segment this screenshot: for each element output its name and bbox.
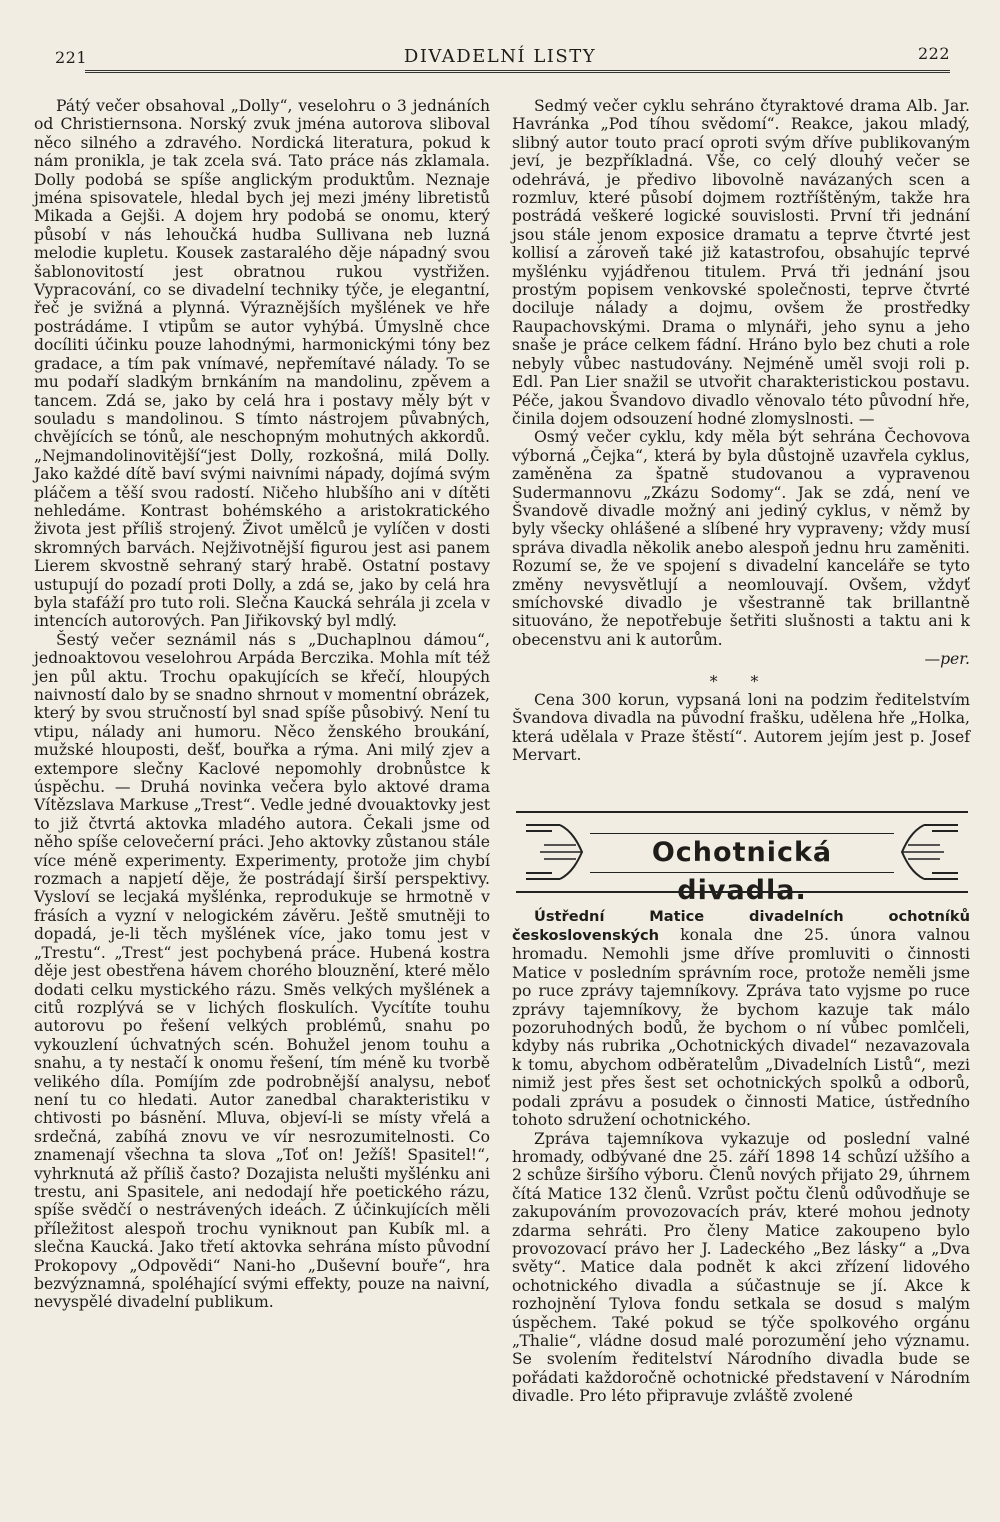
- ornament-left-icon: [520, 817, 590, 887]
- ornament-right-icon: [894, 817, 964, 887]
- left-column: [34, 97, 490, 1312]
- review-paragraph-sixth-evening: Šestý večer seznámil nás s „Duchaplnou dámou“, jednoaktovou veselohrou Arpáda Berczika. Mohla mít též jen půl aktu. Trochu opakujících se křečí, hloupých naivností dalo by se snadno shrnout v momentní obrázek, který by svou stručností byl snad spíše působivý. Není tu vtipu, nálady ani humoru. Něco ženského broukání, mužské hlouposti, dešť, bouřka a rýma. Ani milý zjev a extempore slečny Kaclové nepomohly drobnůstce k úspěchu. — Druhá novinka večera bylo aktové drama Vítězslava Markuse „Trest“. Vedle jedné dvouaktovky jest to již čtvrtá aktovka mladého autora. Čekali jsme od něho spíše celovečerní práci. Jeho aktovky zůstanou stále více méně experimenty. Experimenty, protože jim chybí rozmach a napjetí děje, že postrádají širší perspektivy. Vysloví se lecjaká myšlénka, reprodukuje se hrmotně v frásích a vyzní v nelogickém závěru. Ještě smutněji to dopadá, je-li těch myšlének více, jako tomu jest v „Trestu“. „Trest“ jest pochybená práce. Hubená kostra děje jest obestřena hávem chorého blouznění, které mělo dodati celku mystického rázu. Směs velkých myšlének a citů rozplývá se v lichých floskulích. Vycítíte touhu autorovu po řešení velkých problémů, snahu po vykouzlení úchvatných scén. Bohužel jenom touhu a snahu, a ty nestačí k onomu řešení, tím méně ku tvorbě velikého díla. Pomíjím zde podrobnější analysu, neboť není tu co hledati. Autor zanedbal charakteristiku v chtivosti po básnění. Mluva, objeví-li se místy vřelá a srdečná, zabíhá znovu ve vír nesrozumitelnosti. Co znamenají všechna ta slova „Toť on! Ježíš! Spasitel!“, vyhrknutá až příliš často? Dozajista nelušti myšlénku ani trestu, ani Spasitele, ani nedodají hře poetického rázu, spíše svědčí o nestrávených ideách. Z účinkujících měli příležitost alespoň trochu vyniknout pan Kubík ml. a slečna Kaucká. Jako třetí aktovka sehrána místo původní Prokopovy „Odpovědi“ Nani-ho „Duševní bouře“, hra bezvýznamná, spoléhající svými effekty, pouze na naivní, nevyspělé divadelní publikum.: [34, 630, 490, 1312]
- section-paragraph-report: Zpráva tajemníkova vykazuje od poslední valné hromady, odbývané dne 25. září 1898 14 schůzí užšího a 2 schůze širšího výboru. Členů nových přijato 29, úhrnem čítá Matice 132 členů. Vzrůst počtu členů odůvodňuje se zakupováním provozovacích práv, které mohou jednoty zdarma sehráti. Pro členy Matice zakoupeno bylo provozovací právo her J. Ladeckého „Bez lásky“ a „Dva světy“. Matice dala podnět k akci zřízení lidového ochotnického divadla a súčastnuje se jí. Akce k rozhojnění Tylova fondu setkala se dosud s malým úspěchem. Také pokud se týče spolkového orgánu „Thalie“, vládne dosud malé porozumění jeho významu. Se svolením ředitelství Národního divadla bude se pořádati každoročně ochotnické představení v Národním divadle. Pro léto připravuje zvláště zvolené: [512, 1129, 970, 1406]
- section-heading-banner: [516, 811, 968, 906]
- page-number-right: 222: [917, 44, 950, 63]
- header-rule: [85, 70, 950, 73]
- prize-note: Cena 300 korun, vypsaná loni na podzim ředitelstvím Švandova divadla na původní frašku, udělena hře „Holka, která udělala v Praze štěstí“. Autorem jejím jest p. Josef Mervart.: [512, 691, 970, 765]
- section-separator-stars: * *: [709, 672, 773, 691]
- review-paragraph-seventh-evening: Sedmý večer cyklu sehráno čtyraktové drama Alb. Jar. Havránka „Pod tíhou svědomí“. Reakce, jakou mladý, slibný autor touto prací oproti svým dříve publikovaným jeví, je bezpříkladná. Vše, co celý dlouhý večer se odehrává, je předivo libovolně navázaných scen a rozmluv, které působí dojmem roztříštěným, takže hra postrádá veškeré logické souvislosti. První tři jednání jsou stále jenom exposice dramatu a teprve čtvrté jest kollisí a zároveň také již katastrofou, obsahujíc teprvé myšlénku vyjádřenou titulem. Prvá tři jednání jsou prostým popisem venkovské společnosti, teprve čtvrté dociluje nálady a dojmu, ovšem že prostředky Raupachovskými. Drama o mlynáři, jeho synu a jeho snaše je práce celkem fádní. Hráno bylo bez chuti a role nebyly vůbec nastudovány. Nejméně uměl svoji roli p. Edl. Pan Lier snažil se utvořit charakteristickou postavu. Péče, jakou Švandovo divadlo věnovalo této původní hře, činila dojem odsouzení hodné zlomyslnosti. —: [512, 97, 970, 428]
- author-signature: —per.: [924, 650, 970, 669]
- section-paragraph-matice-text: konala dne 25. února valnou hromadu. Nemohli jsme dříve promluviti o činnosti Matice v posledním správním roce, protože neměli jsme po ruce zprávy tajemníkovy. Zpráva tato vyjsme po ruce zprávy tajemníkovy, že bychom kazuje tak málo pozoruhodných bodů, že bychom o ní vůbec pomlčeli, kdyby nás rubrika „Ochotnických divadel“ nezavazovala k tomu, abychom odběratelům „Divadelních Listů“, mezi nimiž jest přes šest set ochotnických spolků a odborů, podali zprávu a posudek o činnosti Matice, ústředního tohoto sdružení ochotnického.: [512, 926, 970, 1130]
- banner-rule-bottom: [516, 891, 968, 893]
- section-title: Ochotnická divadla.: [590, 833, 894, 873]
- journal-title: DIVADELNÍ LISTY: [403, 46, 597, 67]
- review-paragraph-eighth-evening: Osmý večer cyklu, kdy měla být sehrána Čechovova výborná „Čejka“, která by byla důstojně uzavřela cyklus, zaměněna za špatně studovanou a vypravenou Sudermannovu „Zkázu Sodomy“. Jak se zdá, není ve Švandově divadle možný ani jediný cyklus, v němž by byly všecky ohlášené a slíbené hry vypraveny; vždy musí správa divadla několik anebo alespoň jednu hru zaměniti. Rozumí se, že ve spojení s divadelní kanceláře se tyto změny nevysvětlují a neomlouvají. Ovšem, vždyť smíchovské divadlo je všestranně tak brillantně situováno, že nepotřebuje šetřiti slušnosti a taktu ani k obecenstvu ani k autorům.: [512, 428, 970, 649]
- section-paragraph-matice: [512, 907, 970, 1130]
- review-paragraph-dolly: Pátý večer obsahoval „Dolly“, veselohru o 3 jednáních od Christiernsona. Norský zvuk jména autorova sliboval něco silného a zdravého. Nordická literatura, pokud k nám pronikla, je tak zcela svá. Tato práce nás zklamala. Dolly podobá se spíše anglickým produktům. Neznaje jména spisovatele, hledal bych jej mezi jmény libretistů Mikada a Gejši. A dojem hry podobá se onomu, který působí v nás lehoučká hudba Sullivana neb luzná melodie kupletu. Kousek zastaralého děje nápadný svou šablonovitostí jest obratnou rukou vystřižen. Vypracování, co se divadelní techniky týče, je elegantní, řeč je svižná a plynná. Výraznějších myšlének ve hře postrádáme. I vtipům se autor vyhýbá. Úmyslně chce docíliti účinku pouze lahodnými, harmonickými tóny bez gradace, a tím pak vnímavé, nepřemítavé nálady. To se mu podaří sladkým brnkáním na mandolinu, zpěvem a tancem. Zdá se, jako by celá hra i postavy měly být v souladu s mandolinou. S tímto nástrojem půvabných, chvějících se tónů, ale neschopným mohutných akkordů.„Nejmandolinovitější“jest Dolly, rozkošná, milá Dolly. Jako každé dítě baví svými naivními nápady, dojímá svým pláčem a těší svou radostí. Ničeho hlubšího ani v dítěti nehledáme. Kontrast bohémského a aristokratického života jest příliš strojený. Život umělců je vylíčen v dosti skromných barvách. Nejživotnější figurou jest asi panem Lierem skvostně sehraný starý hrabě. Ostatní postavy ustupují do pozadí proti Dolly, a zdá se, jako by celá hra byla stafáží pro tuto roli. Slečna Kaucká sehrála ji zcela v intencích autorových. Pan Jiřikovský byl mdlý.: [34, 97, 490, 631]
- page-header: [30, 40, 970, 74]
- section-lead: Ústřední Matice divadelních ochotníků československých: [512, 907, 970, 945]
- right-column: [512, 97, 970, 1406]
- banner-rule-top: [516, 811, 968, 813]
- page-number-left: 221: [55, 48, 88, 67]
